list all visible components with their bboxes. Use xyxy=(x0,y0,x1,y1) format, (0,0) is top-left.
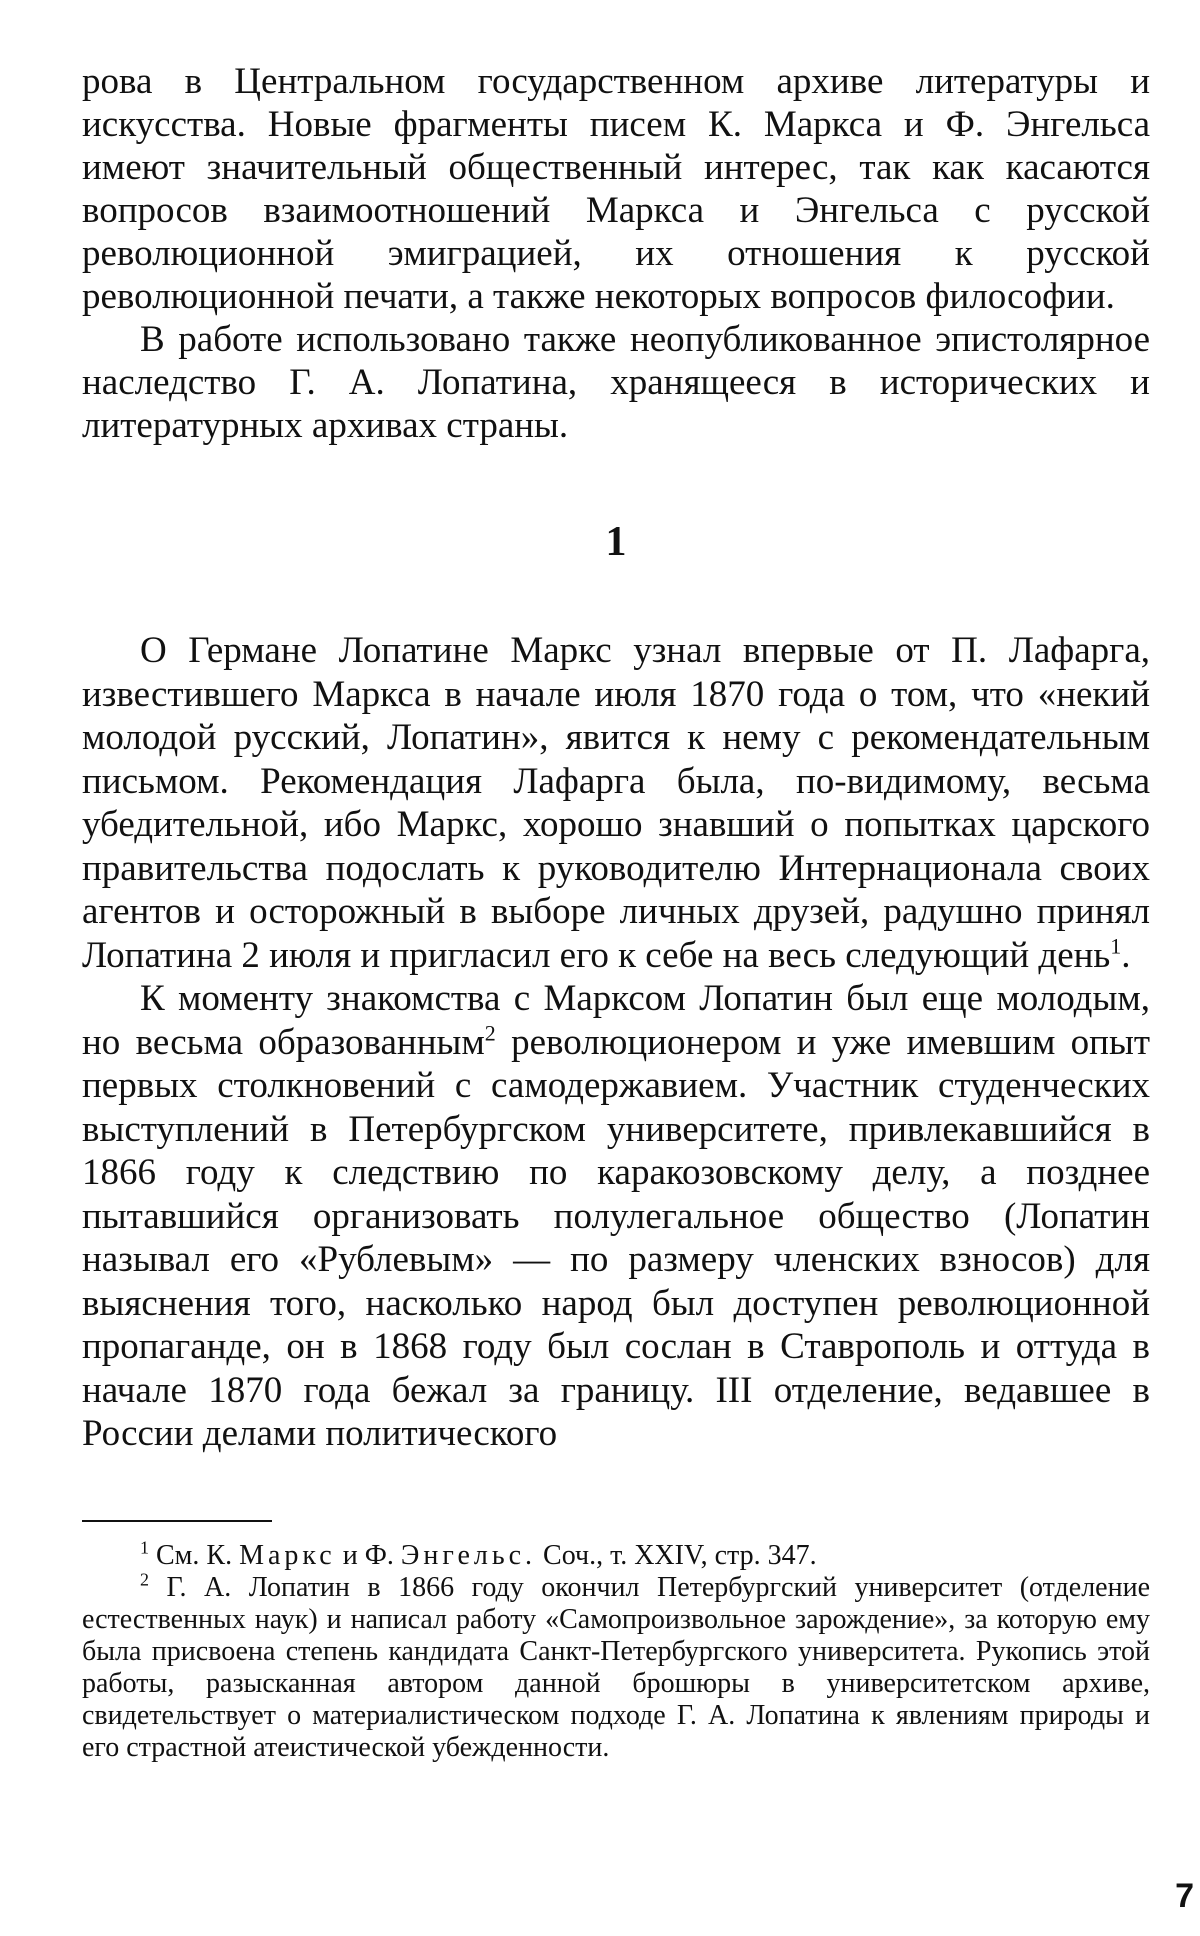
body-text-run: . xyxy=(1121,934,1131,976)
intro-paragraph: рова в Центральном государственном архиве литературы и искусства. Новые фрагменты писем К. Маркса и Ф. Энгельса имеют значительный общественный интерес, так как касаются вопросов взаимоотношений Маркса и Энгельса с русской революционной эмиграцией, их отношения к русской революционной печати, а также некоторых вопросов философии. xyxy=(82,61,1150,317)
footnote-separator xyxy=(82,1520,272,1522)
footnote-text: См. К. xyxy=(149,1539,240,1571)
footnote-reference: 2 xyxy=(484,1020,496,1046)
footnote-text: и Ф. xyxy=(335,1539,401,1571)
section-number: 1 xyxy=(605,519,627,565)
page-number: 7 xyxy=(1175,1877,1194,1915)
footnote-item xyxy=(82,1537,1150,1572)
body-paragraph xyxy=(82,629,1150,977)
footnote-reference: 1 xyxy=(1110,933,1122,959)
footnote-text: Г. А. Лопатин в 1866 году окончил Петербургский университет (отделение естественных наук) и написал работу «Самопроизвольное зарождение», за которую ему была присвоена степень кандидата Санкт-Петербургского университета. Рукопись этой работы, разысканная автором данной брошюры в университетском архиве, свидетельствует о материалистическом подходе Г. А. Лопатина к явлениям природы и его страстной атеистической убежденности. xyxy=(82,1571,1150,1763)
footnote-item xyxy=(82,1569,1150,1764)
main-text xyxy=(82,629,1150,1456)
footnote-text: Соч., т. XXIV, стр. 347. xyxy=(536,1539,817,1571)
intro-section xyxy=(82,60,1150,447)
body-text-run: К моменту знакомства с Марксом Лопатин был еще молодым, но весьма образованным xyxy=(82,978,1150,1063)
footnote-author: Маркс xyxy=(239,1539,336,1571)
intro-paragraph: В работе использовано также неопубликованное эпистолярное наследство Г. А. Лопатина, хранящееся в исторических и литературных архивах страны. xyxy=(82,319,1150,446)
body-text-run: революционером и уже имевшим опыт первых столкновений с самодержавием. Участник студенческих выступлений в Петербургском университете, привлекавшийся в 1866 году к следствию по каракозовскому делу, а позднее пытавшийся организовать полулегальное общество (Лопатин называл его «Рублевым» — по размеру членских взносов) для выяснения того, насколько народ был доступен революционной пропаганде, он в 1868 году был сослан в Ставрополь и оттуда в начале 1870 года бежал за границу. III отделение, ведавшее в России делами политического xyxy=(82,1021,1150,1454)
footnote-mark: 2 xyxy=(140,1569,149,1590)
footnote-mark: 1 xyxy=(140,1537,149,1558)
body-text-run: О Германе Лопатине Маркс узнал впервые от П. Лафарга, известившего Маркса в начале июля 1870 года о том, что «некий молодой русский, Лопатин», явится к нему с рекомендательным письмом. Рекомендация Лафарга была, по-видимому, весьма убедительной, ибо Маркс, хорошо знавший о попытках царского правительства подослать к руководителю Интернационала своих агентов и осторожный в выборе личных друзей, радушно принял Лопатина 2 июля и пригласил его к себе на весь следующий день xyxy=(82,630,1150,976)
book-page xyxy=(82,60,1150,1900)
body-paragraph xyxy=(82,977,1150,1456)
footnote-author: Энгельс. xyxy=(400,1539,537,1571)
footnotes xyxy=(82,1537,1150,1764)
